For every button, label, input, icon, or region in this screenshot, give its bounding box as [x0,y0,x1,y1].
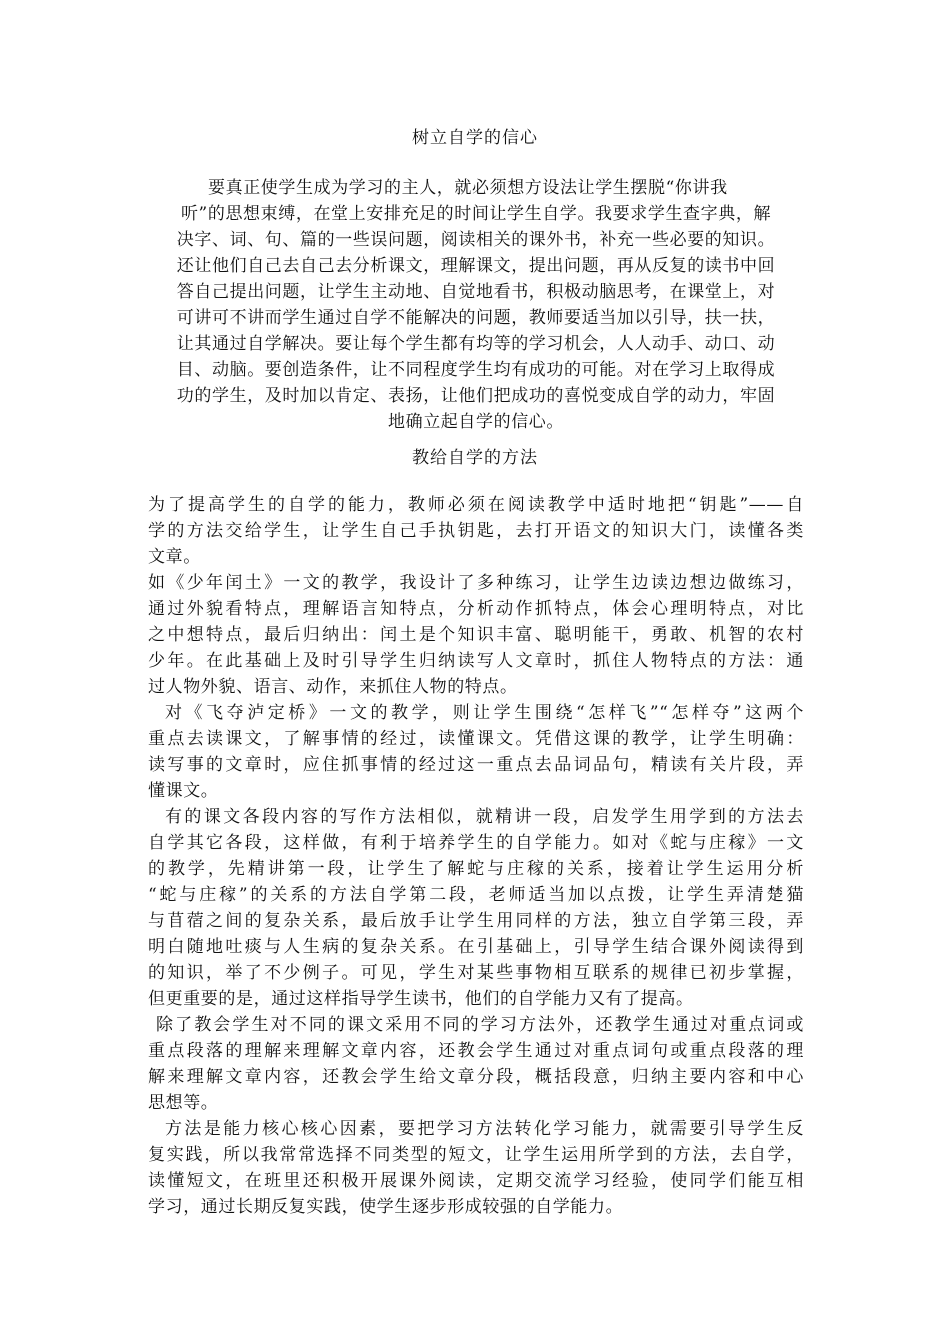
paragraph-line: 自学其它各段，这样做，有利于培养学生的自学能力。如对《蛇与庄稼》一文 [148,833,804,853]
paragraph-line: “蛇与庄稼”的关系的方法自学第二段，老师适当加以点拨，让学生弄清楚猫 [148,885,804,905]
paragraph-line: 学习，通过长期反复实践，使学生逐步形成较强的自学能力。 [148,1197,624,1217]
paragraph-line: 的教学，先精讲第一段，让学生了解蛇与庄稼的关系，接着让学生运用分析 [148,859,804,879]
section-1-line: 要真正使学生成为学习的主人，就必须想方设法让学生摆脱“你讲我 [208,178,728,198]
section-2-body [148,492,804,1220]
paragraph-line: 文章。 [148,547,201,567]
section-1-line: 决字、词、句、篇的一些误问题，阅读相关的课外书，补充一些必要的知识。 [176,230,776,250]
paragraph-line: 少年。在此基础上及时引导学生归纳读写人文章时，抓住人物特点的方法：通 [148,651,804,671]
paragraph-line: 的知识，举了不少例子。可见，学生对某些事物相互联系的规律已初步掌握， [148,963,804,983]
section-1-line: 听”的思想束缚，在堂上安排充足的时间让学生自学。我要求学生查字典，解 [180,204,772,224]
section-1-line: 目、动脑。要创造条件，让不同程度学生均有成功的可能。对在学习上取得成 [176,360,776,380]
paragraph-line: 与苜蓿之间的复杂关系，最后放手让学生用同样的方法，独立自学第三段，弄 [148,911,804,931]
paragraph-line: 除了教会学生对不同的课文采用不同的学习方法外，还教学生通过对重点词或 [156,1015,804,1035]
paragraph-line: 复实践，所以我常常选择不同类型的短文，让学生运用所学到的方法，去自学， [148,1145,804,1165]
paragraph-line: 为了提高学生的自学的能力，教师必须在阅读教学中适时地把“钥匙”——自 [148,495,804,515]
section-1-line: 功的学生，及时加以肯定、表扬，让他们把成功的喜悦变成自学的动力，牢固 [176,386,776,406]
paragraph-line: 之中想特点，最后归纳出：闰土是个知识丰富、聪明能干，勇敢、机智的农村 [148,625,804,645]
paragraph-line: 懂课文。 [148,781,219,801]
paragraph-line: 但更重要的是，通过这样指导学生读书，他们的自学能力又有了提高。 [148,989,694,1009]
paragraph-line: 过人物外貌、语言、动作，来抓住人物的特点。 [148,677,518,697]
section-1-body [148,175,804,435]
section-2-title: 教给自学的方法 [412,448,538,468]
paragraph-line: 对《飞夺泸定桥》一文的教学，则让学生围绕“怎样飞”“怎样夺”这两个 [165,703,804,723]
paragraph-line: 解来理解文章内容，还教会学生给文章分段，概括段意，归纳主要内容和中心 [148,1067,804,1087]
paragraph-line: 重点去读课文，了解事情的经过，读懂课文。凭借这课的教学，让学生明确： [148,729,804,749]
section-1-line: 可讲可不讲而学生通过自学不能解决的问题，教师要适当加以引导，扶一扶， [176,308,776,328]
paragraph-line: 学的方法交给学生，让学生自己手执钥匙，去打开语文的知识大门，读懂各类 [148,521,804,541]
paragraph-line: 方法是能力核心核心因素，要把学习方法转化学习能力，就需要引导学生反 [165,1119,804,1139]
paragraph-line: 读懂短文，在班里还积极开展课外阅读，定期交流学习经验，使同学们能互相 [148,1171,804,1191]
paragraph-line: 通过外貌看特点，理解语言知特点，分析动作抓特点，体会心理明特点，对比 [148,599,804,619]
section-1-line: 让其通过自学解决。要让每个学生都有均等的学习机会，人人动手、动口、动 [176,334,776,354]
paragraph-line: 读写事的文章时，应住抓事情的经过这一重点去品词品句，精读有关片段，弄 [148,755,804,775]
section-1-title: 树立自学的信心 [412,128,538,148]
paragraph-line: 明白随地吐痰与人生病的复杂关系。在引基础上，引导学生结合课外阅读得到 [148,937,804,957]
paragraph-line: 有的课文各段内容的写作方法相似，就精讲一段，启发学生用学到的方法去 [165,807,804,827]
section-1-line: 还让他们自己去自己去分析课文，理解课文，提出问题，再从反复的读书中回 [176,256,776,276]
section-1-line: 答自己提出问题，让学生主动地、自觉地看书，积极动脑思考，在课堂上，对 [176,282,776,302]
section-1-line: 地确立起自学的信心。 [388,412,564,432]
paragraph-line: 如《少年闰土》一文的教学，我设计了多种练习，让学生边读边想边做练习， [148,573,804,593]
paragraph-line: 重点段落的理解来理解文章内容，还教会学生通过对重点词句或重点段落的理 [148,1041,804,1061]
paragraph-line: 思想等。 [148,1093,219,1113]
